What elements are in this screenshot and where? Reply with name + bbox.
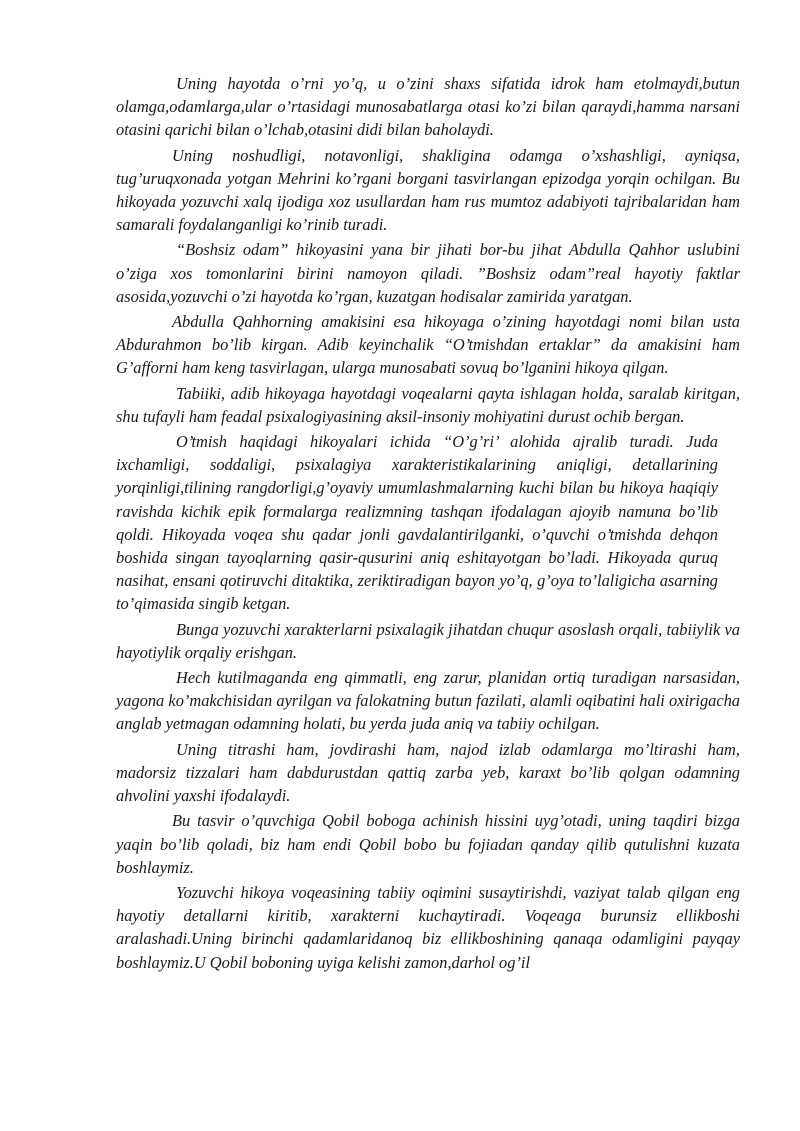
paragraph-6: O’tmish haqidagi hikoyalari ichida “O’g’ri’ alohida ajralib turadi. Juda ixchamligi, soddaligi, psixalagiya xarakteristikalarining aniqligi, detallarining yorqinligi,tilining rangdorligi,g’oyaviy umumlashmalarning kuchi bilan bu hikoya haqiqiy ravishda kichik epik formalarga realizmning tashqan ifodalagan ajoyib namuna bo’lib qoldi. Hikoyada voqea shu qadar jonli gavdalantirilganki, o’quvchi o’tmishda dehqon boshida singan tayoqlarning qasir-qusurini aniq eshitayotgan bo’ladi. Hikoyada quruq nasihat, ensani qotiruvchi ditaktika, zeriktiradigan bayon yo’q, g’oya to’laligicha asarning to’qimasida singib ketgan. xyxy=(116,432,718,614)
paragraph-8: Hech kutilmaganda eng qimmatli, eng zarur, planidan ortiq turadigan narsasidan, yagona ko’makchisidan ayrilgan va falokatning butun fazilati, alamli oqibatini hali oxirigacha anglab yetmagan odamning holati, bu yerda juda aniq va tabiiy ochilgan. xyxy=(116,668,740,734)
paragraph-10: Bu tasvir o’quvchiga Qobil boboga achinish hissini uyg’otadi, uning taqdiri bizga yaqin bo’lib qoladi, biz ham endi Qobil bobo bu fojiadan qanday qilib qutulishni kuzata boshlaymiz. xyxy=(116,811,740,877)
paragraph-3: “Boshsiz odam” hikoyasini yana bir jihati bor-bu jihat Abdulla Qahhor uslubini o’ziga xos tomonlarini birini namoyon qiladi. ”Boshsiz odam”real hayotiy faktlar asosida,yozuvchi o’zi hayotda ko’rgan, kuzatgan hodisalar zamirida yaratgan. xyxy=(116,240,740,306)
document-body xyxy=(116,72,740,976)
paragraph-1: Uning hayotda o’rni yo’q, u o’zini shaxs sifatida idrok ham etolmaydi,butun olamga,odamlarga,ular o’rtasidagi munosabatlarga otasi ko’zi bilan qaraydi,hamma narsani otasini qarichi bilan o’lchab,otasini didi bilan baholaydi. xyxy=(116,74,740,140)
paragraph-11: Yozuvchi hikoya voqeasining tabiiy oqimini susaytirishdi, vaziyat talab qilgan eng hayotiy detallarni kiritib, xarakterni kuchaytiradi. Voqeaga burunsiz ellikboshi aralashadi.Uning birinchi qadamlaridanoq biz ellikboshining qanaqa odamligini payqay boshlaymiz.U Qobil boboning uyiga kelishi zamon,darhol og’il xyxy=(116,882,740,972)
paragraph-4: Abdulla Qahhorning amakisini esa hikoyaga o’zining hayotdagi nomi bilan usta Abdurahmon bo’lib kirgan. Adib keyinchalik “O’tmishdan ertaklar” da amakisini ham G’afforni ham keng tasvirlagan, ularga munosabati sovuq bo’lganini hikoya qilgan. xyxy=(116,312,740,378)
paragraph-2: Uning noshudligi, notavonligi, shakligina odamga o’xshashligi, ayniqsa, tug’uruqxonada yotgan Mehrini ko’rgani borgani tasvirlangan epizodga yorqin ochilgan. Bu hikoyada yozuvchi xalq ijodiga xoz usullardan ham rus mumtoz adabiyoti tajribalaridan ham samarali foydalanganligi ko’rinib turadi. xyxy=(116,145,740,235)
paragraph-9: Uning titrashi ham, jovdirashi ham, najod izlab odamlarga mo’ltirashi ham, madorsiz tizzalari ham dabdurustdan qattiq zarba yeb, karaxt bo’lib qolgan odamning ahvolini yaxshi ifodalaydi. xyxy=(116,739,740,806)
paragraph-5: Tabiiki, adib hikoyaga hayotdagi voqealarni qayta ishlagan holda, saralab kiritgan, shu tufayli ham feadal psixalogiyasining aksil-insoniy mohiyatini durust ochib bergan. xyxy=(116,383,740,426)
paragraph-7: Bunga yozuvchi xarakterlarni psixalagik jihatdan chuqur asoslash orqali, tabiiylik va hayotiylik orqaliy erishgan. xyxy=(116,619,740,662)
